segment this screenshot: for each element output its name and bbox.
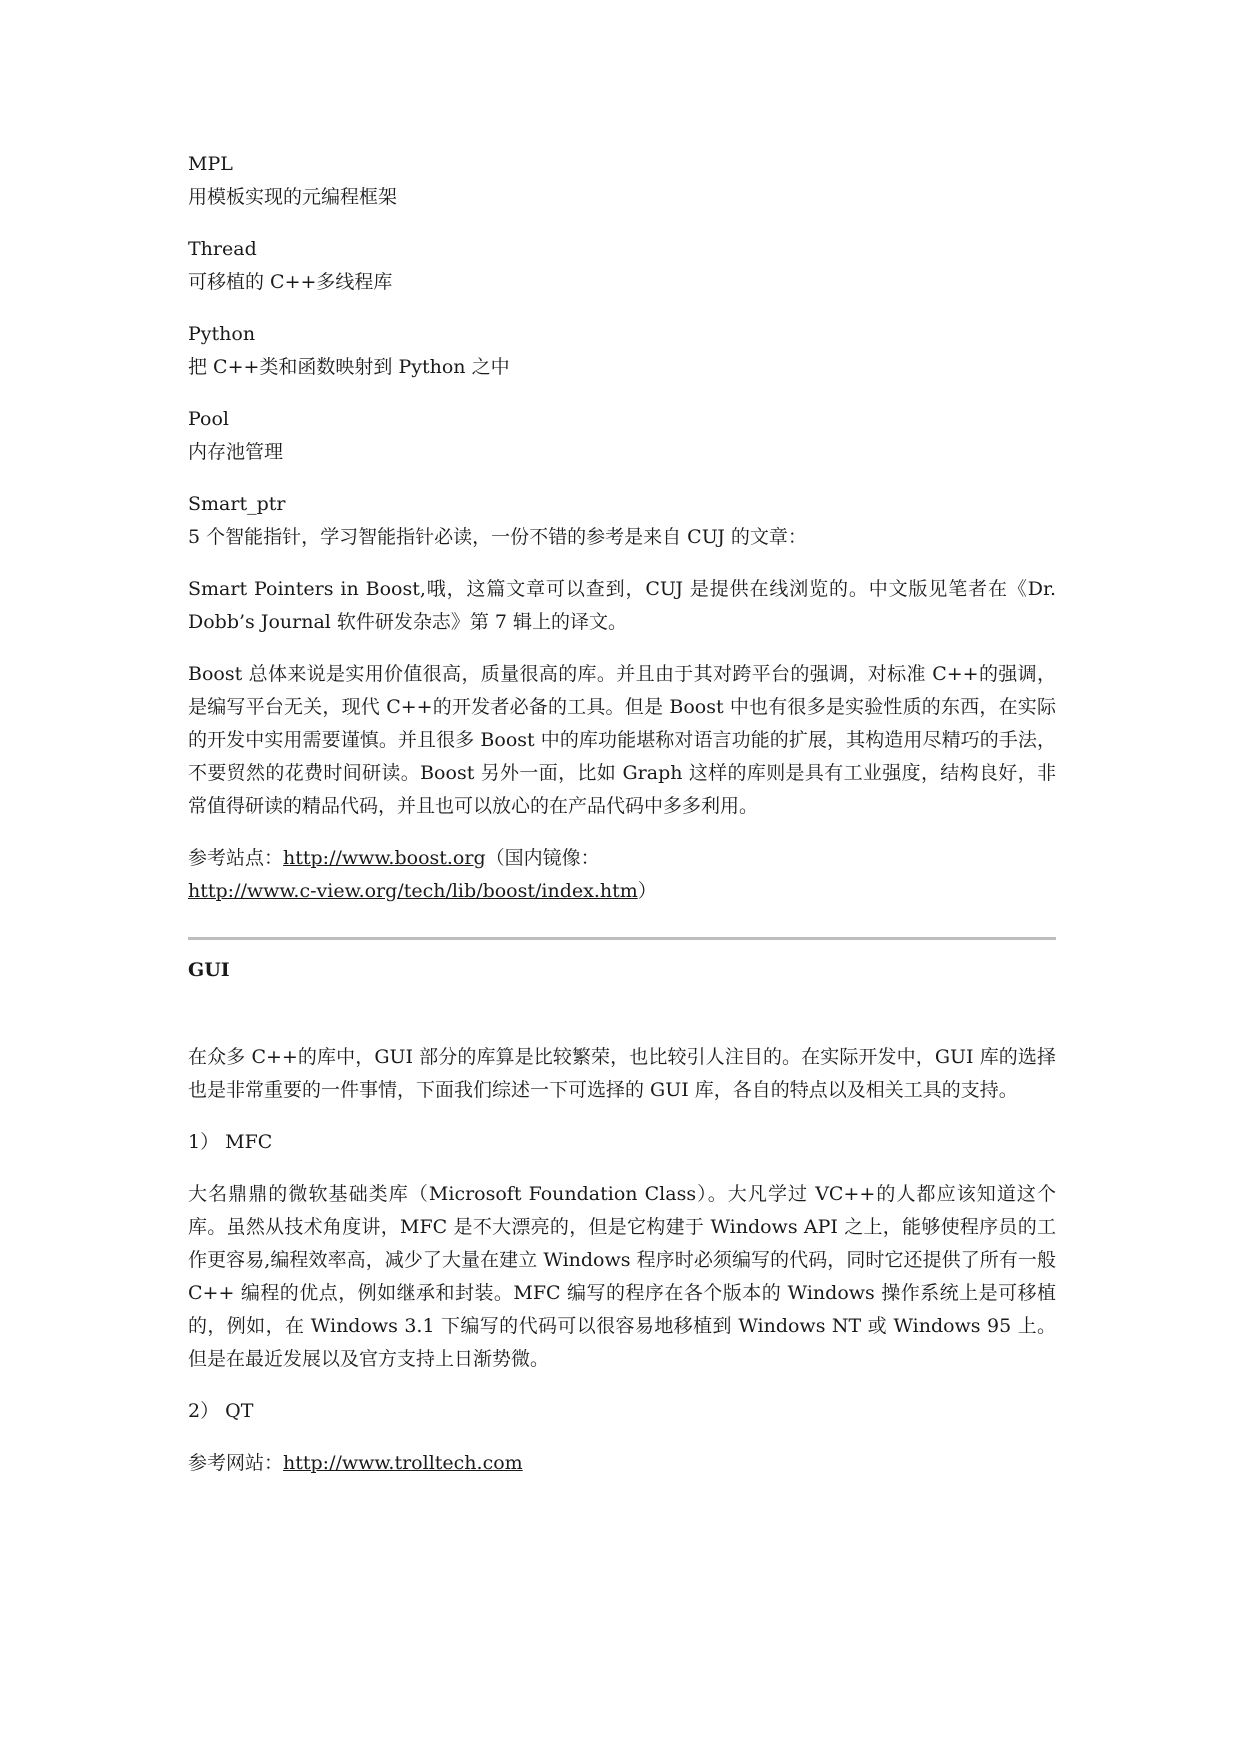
library-description: 把 C++类和函数映射到 Python 之中 [188, 356, 510, 378]
library-name: MPL [188, 153, 233, 175]
qt-reference-label: 参考网站： [188, 1452, 284, 1474]
mirror-close: ） [637, 880, 657, 902]
library-entry-python [188, 318, 1056, 384]
boost-summary-paragraph: Boost 总体来说是实用价值很高，质量很高的库。并且由于其对跨平台的强调，对标准 C++的强调，是编写平台无关，现代 C++的开发者必备的工具。但是 Boost 中也有很多是实验性质的东西，在实际的开发中实用需要谨慎。并且很多 Boost 中的库功能堪称对语言功能的扩展，其构造用尽精巧的手法，不要贸然的花费时间研读。Boost 另外一面，比如 Graph 这样的库则是具有工业强度，结构良好，非常值得研读的精品代码，并且也可以放心的在产品代码中多多利用。 [188, 663, 1056, 817]
library-description: 5 个智能指针，学习智能指针必读，一份不错的参考是来自 CUJ 的文章： [188, 526, 807, 548]
library-description: 可移植的 C++多线程库 [188, 271, 393, 293]
trolltech-link[interactable]: http://www.trolltech.com [283, 1452, 523, 1474]
reference-sites [188, 842, 1056, 908]
document-page [188, 148, 1056, 1499]
library-name: Pool [188, 408, 229, 430]
library-entry-pool [188, 403, 1056, 469]
library-entry-mpl [188, 148, 1056, 214]
boost-link[interactable]: http://www.boost.org [283, 847, 486, 869]
library-entry-thread [188, 233, 1056, 299]
gui-section-heading: GUI [188, 959, 230, 981]
library-entry-smart-ptr [188, 488, 1056, 554]
smart-pointers-paragraph: Smart Pointers in Boost,哦，这篇文章可以查到，CUJ 是提供在线浏览的。中文版见笔者在《Dr. Dobb’s Journal 软件研发杂志》第 7 辑上的译文。 [188, 578, 1056, 633]
library-name: Thread [188, 238, 257, 260]
mirror-link[interactable]: http://www.c-view.org/tech/lib/boost/index.htm [188, 880, 638, 902]
library-description: 用模板实现的元编程框架 [188, 186, 398, 208]
library-name: Smart_ptr [188, 493, 286, 515]
gui-intro-paragraph: 在众多 C++的库中，GUI 部分的库算是比较繁荣，也比较引人注目的。在实际开发中，GUI 库的选择也是非常重要的一件事情，下面我们综述一下可选择的 GUI 库，各自的特点以及相关工具的支持。 [188, 1046, 1056, 1101]
mfc-title: 1） MFC [188, 1131, 273, 1153]
reference-label: 参考站点： [188, 847, 284, 869]
qt-title: 2） QT [188, 1400, 254, 1422]
mfc-description: 大名鼎鼎的微软基础类库（Microsoft Foundation Class）。大凡学过 VC++的人都应该知道这个库。虽然从技术角度讲，MFC 是不大漂亮的，但是它构建于 Windows API 之上，能够使程序员的工作更容易,编程效率高，减少了大量在建立 Windows 程序时必须编写的代码，同时它还提供了所有一般 C++ 编程的优点，例如继承和封装。MFC 编写的程序在各个版本的 Windows 操作系统上是可移植的，例如，在 Windows 3.1 下编写的代码可以很容易地移植到 Windows NT 或 Windows 95 上。但是在最近发展以及官方支持上日渐势微。 [188, 1183, 1056, 1370]
library-description: 内存池管理 [188, 441, 284, 463]
section-divider [188, 937, 1056, 940]
library-name: Python [188, 323, 256, 345]
qt-reference [188, 1447, 1056, 1480]
mirror-label: （国内镜像： [485, 847, 600, 869]
